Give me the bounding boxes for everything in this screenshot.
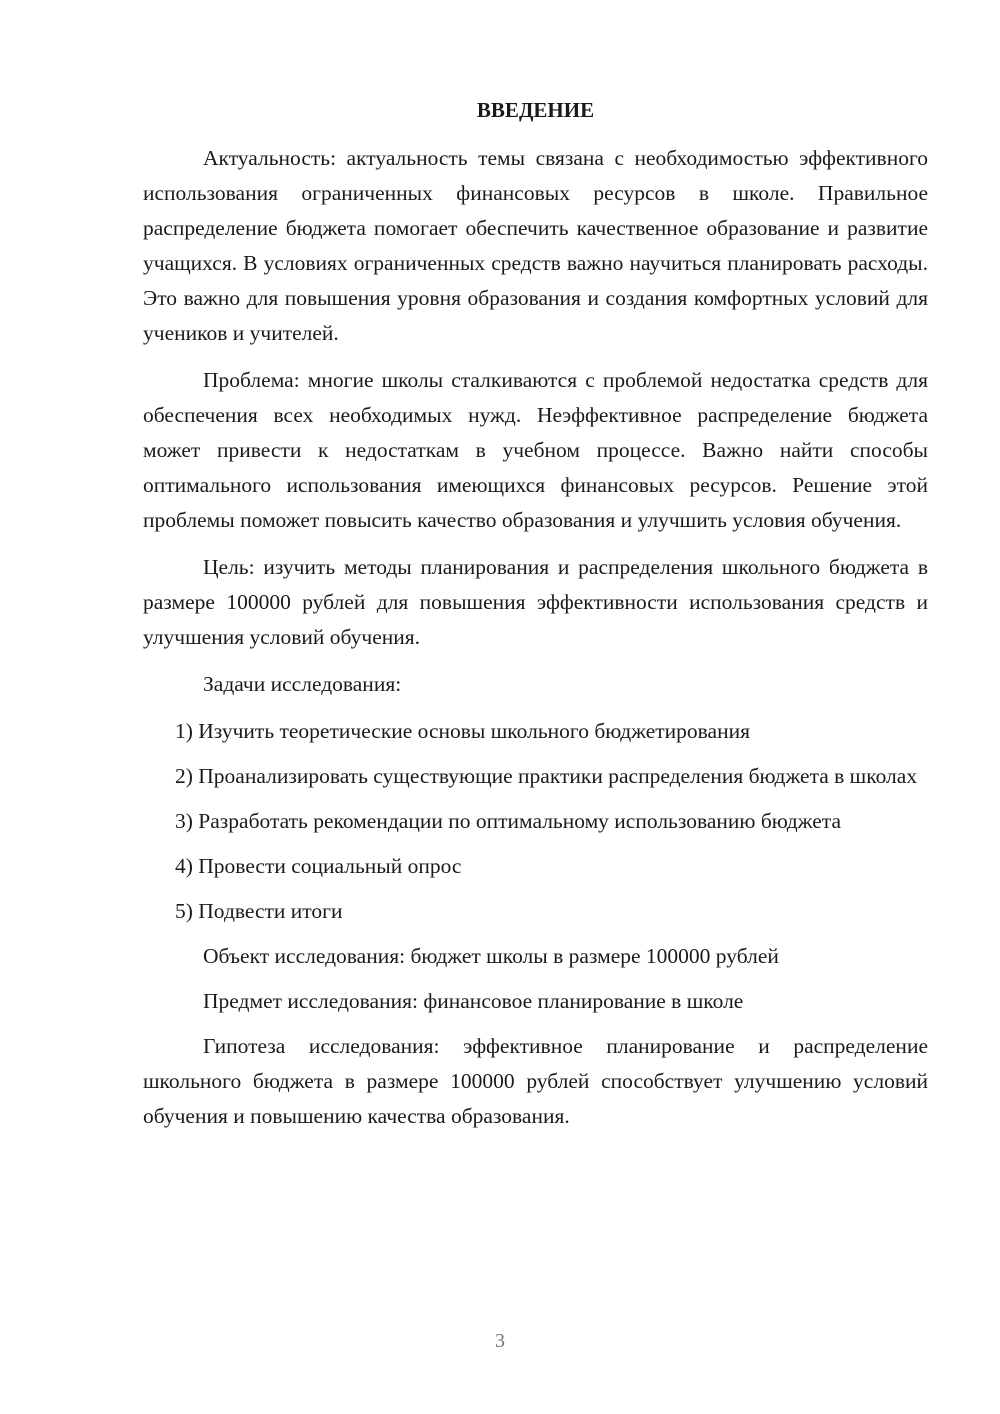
task-item-4: 4) Провести социальный опрос xyxy=(175,854,462,878)
research-object: Объект исследования: бюджет школы в размере 100000 рублей xyxy=(203,944,779,968)
document-page xyxy=(143,92,928,1146)
relevance-paragraph: Актуальность: актуальность темы связана с необходимостью эффективного использования ограниченных финансовых ресурсов в школе. Правильное распределение бюджета помогает обеспечить качественное образование и развитие учащихся. В условиях ограниченных средств важно научиться планировать расходы. Это важно для повышения уровня образования и создания комфортных условий для учеников и учителей. xyxy=(143,146,928,345)
hypothesis-paragraph: Гипотеза исследования: эффективное планирование и распределение школьного бюджета в размере 100000 рублей способствует улучшению условий обучения и повышению качества образования. xyxy=(143,1034,928,1128)
task-item-5: 5) Подвести итоги xyxy=(175,899,343,923)
tasks-title: Задачи исследования: xyxy=(203,672,402,696)
page-number: 3 xyxy=(495,1330,505,1352)
task-item-2: 2) Проанализировать существующие практики распределения бюджета в школах xyxy=(175,764,918,788)
task-item-3: 3) Разработать рекомендации по оптимальному использованию бюджета xyxy=(175,809,841,833)
goal-paragraph: Цель: изучить методы планирования и распределения школьного бюджета в размере 100000 рублей для повышения эффективности использования средств и улучшения условий обучения. xyxy=(143,555,928,649)
section-heading: ВВЕДЕНИЕ xyxy=(476,98,595,122)
research-subject: Предмет исследования: финансовое планирование в школе xyxy=(203,989,744,1013)
problem-paragraph: Проблема: многие школы сталкиваются с проблемой недостатка средств для обеспечения всех необходимых нужд. Неэффективное распределение бюджета может привести к недостаткам в учебном процессе. Важно найти способы оптимального использования имеющихся финансовых ресурсов. Решение этой проблемы поможет повысить качество образования и улучшить условия обучения. xyxy=(143,368,928,532)
task-item-1: 1) Изучить теоретические основы школьного бюджетирования xyxy=(175,719,750,743)
